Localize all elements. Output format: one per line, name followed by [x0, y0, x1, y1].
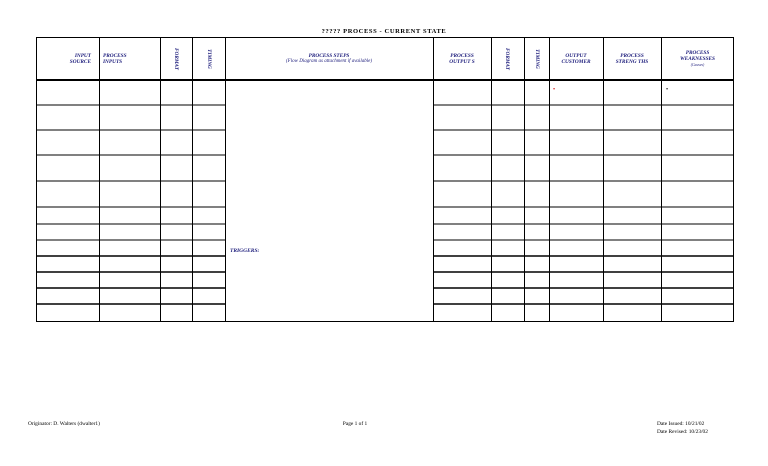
document-title: ????? PROCESS - CURRENT STATE: [321, 28, 447, 35]
process-table: [36, 37, 734, 322]
header-output-customer: OUTPUT CUSTOMER: [561, 52, 591, 65]
header-format-output: FORMAT: [504, 47, 511, 70]
header-timing-output: TIMING: [533, 48, 540, 69]
weaknesses-marker: •: [666, 87, 669, 93]
footer-date-issued: Date Issued: 10/21/02: [657, 421, 705, 427]
footer-originator: Originator: D. Walters (dwalter1): [28, 421, 100, 427]
header-process-weaknesses: PROCESS WEAKNESSES (Causes): [679, 49, 716, 67]
header-input-source: INPUT SOURCE: [69, 52, 91, 65]
header-process-inputs: PROCESS INPUTS: [103, 52, 127, 65]
header-format-input: FORMAT: [172, 47, 179, 70]
header-process-steps: PROCESS STEPS (Flow Diagram as attachment if available): [286, 52, 372, 64]
header-process-outputs: PROCESS OUTPUT S: [449, 52, 475, 65]
footer-page-number: Page 1 of 1: [342, 421, 368, 427]
output-customer-marker: •: [553, 87, 556, 93]
header-timing-input: TIMING: [205, 48, 212, 69]
footer-date-revised: Date Revised: 10/23/02: [657, 429, 708, 435]
header-process-strengths: PROCESS STRENG THS: [615, 52, 649, 65]
triggers-label: TRIGGERS:: [230, 248, 260, 254]
